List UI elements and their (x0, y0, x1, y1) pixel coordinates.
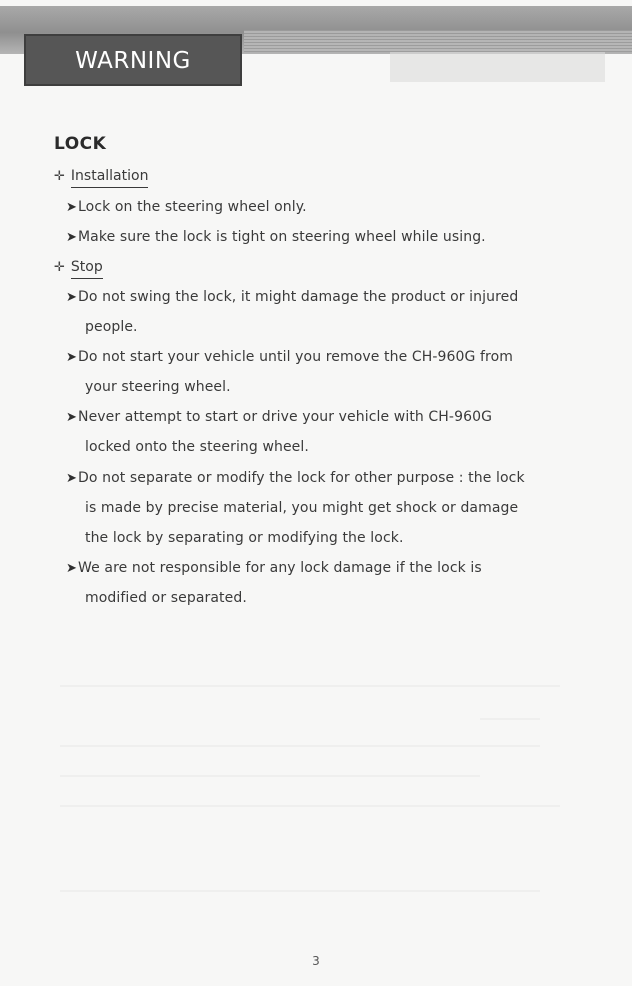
stop-item-continuation: your steering wheel. (85, 379, 231, 395)
bleed-through-line (60, 745, 540, 747)
stop-item (66, 289, 518, 305)
bleed-through-line (60, 775, 480, 777)
stop-item (66, 409, 492, 425)
stop-item (66, 560, 482, 576)
arrow-bullet-icon: ➤ (66, 200, 77, 215)
installation-item-text: Lock on the steering wheel only. (78, 199, 307, 215)
stop-item-text: Do not swing the lock, it might damage the product or injured (78, 289, 519, 305)
arrow-bullet-icon: ➤ (66, 471, 77, 486)
stop-item-continuation: is made by precise material, you might get shock or damage (85, 500, 519, 516)
warning-title: WARNING (75, 48, 191, 74)
installation-label: Installation (71, 168, 149, 188)
stop-item-continuation: locked onto the steering wheel. (85, 439, 309, 455)
arrow-bullet-icon: ➤ (66, 350, 77, 365)
stop-item-text: We are not responsible for any lock damage if the lock is (78, 560, 482, 576)
bleed-through-box (390, 52, 605, 82)
stop-item (66, 349, 513, 365)
stop-item-text: Never attempt to start or drive your vehicle with CH-960G (78, 409, 493, 425)
stop-item-continuation: the lock by separating or modifying the lock. (85, 530, 404, 546)
arrow-bullet-icon: ➤ (66, 290, 77, 305)
arrow-bullet-icon: ➤ (66, 561, 77, 576)
arrow-bullet-icon: ➤ (66, 410, 77, 425)
cross-bullet-icon: ✛ (54, 260, 65, 275)
stop-item-continuation: modified or separated. (85, 590, 247, 606)
installation-heading (54, 168, 148, 188)
section-title: LOCK (54, 134, 107, 154)
stop-heading (54, 259, 103, 279)
stop-item (66, 470, 525, 486)
arrow-bullet-icon: ➤ (66, 230, 77, 245)
bleed-through-line (480, 718, 540, 720)
warning-tab (24, 34, 242, 86)
page-number: 3 (312, 954, 320, 968)
stop-label: Stop (71, 259, 103, 279)
installation-item-text: Make sure the lock is tight on steering wheel while using. (78, 229, 486, 245)
header-rule-lines (244, 30, 632, 52)
bleed-through-line (60, 805, 560, 807)
bleed-through-line (60, 685, 560, 687)
bleed-through-line (60, 890, 540, 892)
stop-item-text: Do not start your vehicle until you remove the CH-960G from (78, 349, 514, 365)
stop-item-continuation: people. (85, 319, 138, 335)
installation-item (66, 229, 486, 245)
cross-bullet-icon: ✛ (54, 169, 65, 184)
installation-item (66, 199, 307, 215)
stop-item-text: Do not separate or modify the lock for other purpose : the lock (78, 470, 525, 486)
